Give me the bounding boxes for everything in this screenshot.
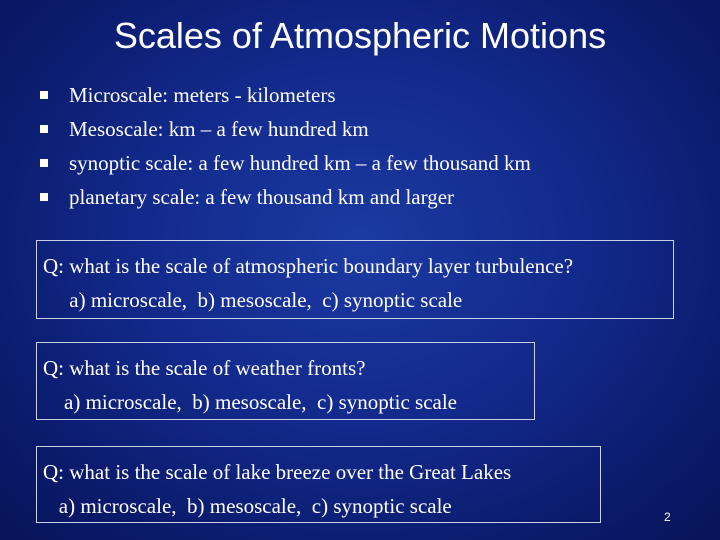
question-text: Q: what is the scale of lake breeze over the Great Lakes (43, 460, 512, 484)
page-number: 2 (664, 510, 671, 524)
slide-title: Scales of Atmospheric Motions (113, 15, 607, 56)
square-bullet-icon (40, 125, 48, 133)
bullet-item (40, 112, 531, 146)
square-bullet-icon (40, 91, 48, 99)
answer-options: a) microscale, b) mesoscale, c) synoptic scale (43, 390, 458, 414)
bullet-text: planetary scale: a few thousand km and larger (69, 185, 455, 209)
question-box-turbulence (36, 240, 674, 319)
answer-options: a) microscale, b) mesoscale, c) synoptic scale (43, 288, 463, 312)
bullet-item (40, 180, 531, 214)
question-box-fronts (36, 342, 535, 420)
bullet-item (40, 146, 531, 180)
bullet-text: Mesoscale: km – a few hundred km (69, 117, 369, 141)
bullet-text: Microscale: meters - kilometers (69, 83, 336, 107)
question-text: Q: what is the scale of weather fronts? (43, 356, 366, 380)
bullet-list (40, 78, 531, 214)
bullet-item (40, 78, 531, 112)
square-bullet-icon (40, 159, 48, 167)
question-text: Q: what is the scale of atmospheric boundary layer turbulence? (43, 254, 574, 278)
answer-options: a) microscale, b) mesoscale, c) synoptic scale (43, 494, 452, 518)
square-bullet-icon (40, 193, 48, 201)
bullet-text: synoptic scale: a few hundred km – a few thousand km (69, 151, 531, 175)
question-box-lake-breeze (36, 446, 601, 523)
